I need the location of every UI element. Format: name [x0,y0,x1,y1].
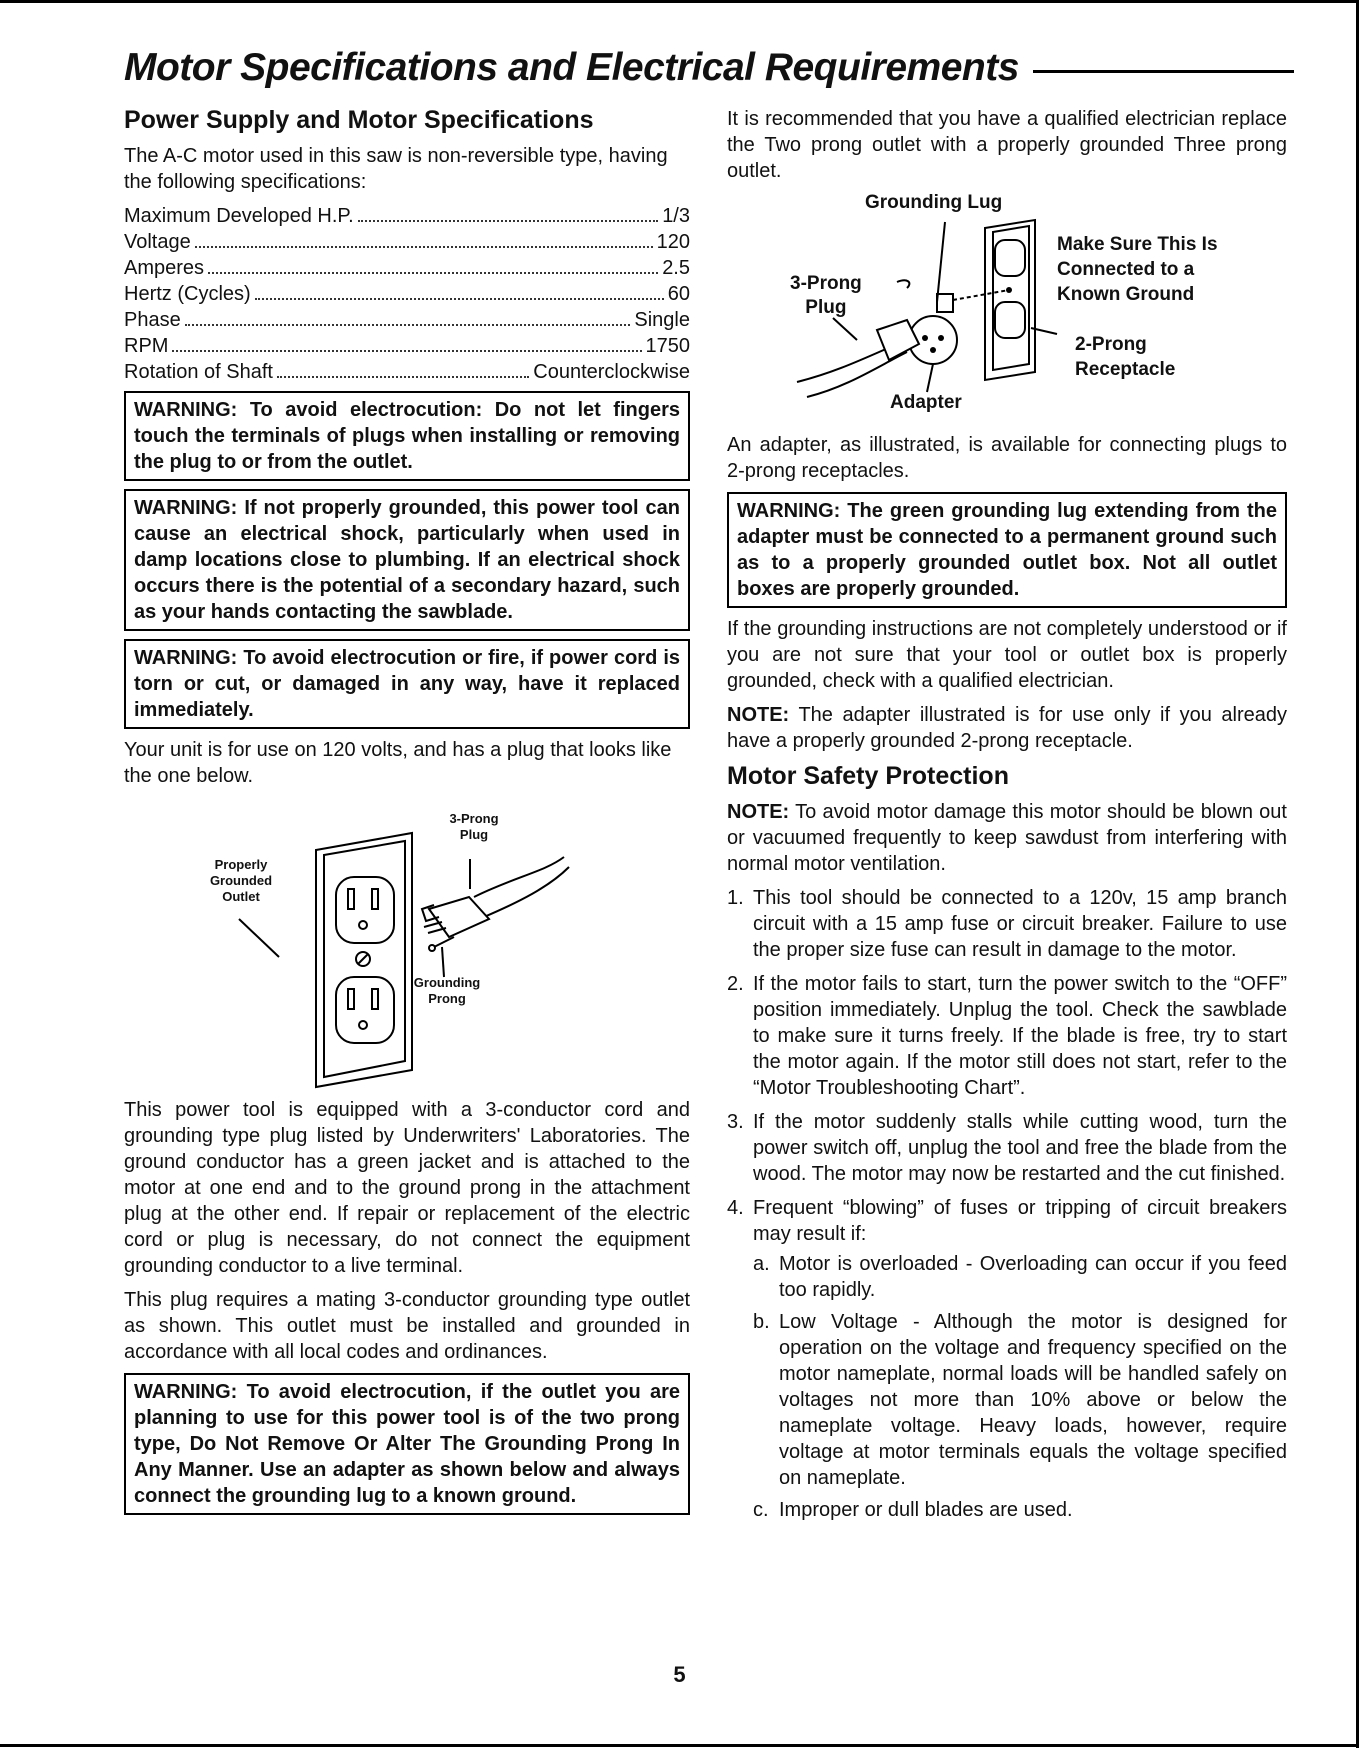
label-line: Grounded [209,872,273,888]
spec-leader [185,324,631,326]
page-border-bottom [0,1744,1359,1747]
three-prong-plug-illustration [422,857,569,951]
substep-letter: c. [753,1498,769,1521]
page-border-top [0,0,1359,3]
label-line: Properly [214,856,268,872]
outlet-plug-illustration [124,797,690,1097]
spec-leader [208,272,658,274]
safety-steps-list [727,885,1287,1529]
spec-row [124,229,690,255]
label-line: 3-Prong [790,273,862,294]
spec-value: 2.5 [662,256,690,279]
label-2-prong-receptacle [1075,332,1175,382]
substep-text: Motor is overloaded - Overloading can occur if you feed too rapidly. [779,1252,1287,1301]
label-3-prong-plug [449,811,499,843]
leader-outlet [239,919,279,957]
list-item [727,971,1287,1101]
spec-label: Rotation of Shaft [124,360,273,383]
spec-value: 1/3 [662,204,690,227]
title-row [124,40,1294,96]
leader-ground [953,290,1009,300]
label-line: Known Ground [1057,284,1195,305]
outlet-paragraph: This plug requires a mating 3-conductor grounding type outlet as shown. This outlet must be installed and grounded in accordance with all local codes and ordinances. [124,1288,690,1363]
ventilation-note [727,799,1287,877]
label-adapter: Adapter [890,392,962,413]
grounding-paragraph: If the grounding instructions are not completely understood or if you are not sure that your tool or outlet box is properly grounded, check with a qualified electrician. [727,618,1287,692]
spec-row [124,333,690,359]
label-line: Grounding [413,974,481,990]
step-number: 3. [727,1110,744,1133]
label-line: Plug [459,826,489,842]
spec-row [124,281,690,307]
label-grounding-prong [412,975,482,1007]
label-grounding-lug: Grounding Lug [865,192,1003,213]
figure-grounded-outlet [124,797,690,1097]
step-text: This tool should be connected to a 120v, 15 amp branch circuit with a 15 amp fuse or circuit breaker. Failure to use the proper size fuse can result in damage to the motor. [753,886,1287,961]
page-number: 5 [673,1662,686,1687]
outlet-plate-illustration [316,833,412,1087]
leader-prong [442,947,444,977]
spec-list [124,203,690,385]
sub-steps-list [753,1251,1287,1523]
label-line: 2-Prong [1075,334,1147,355]
list-item [727,1109,1287,1187]
list-item [727,1195,1287,1529]
spec-value: 120 [656,230,690,253]
spec-value: Single [634,308,690,331]
section-heading-safety: Motor Safety Protection [727,762,1009,790]
spec-value: 1750 [645,334,690,357]
step-text: Frequent “blowing” of fuses or tripping of circuit breakers may result if: [753,1196,1287,1245]
substep-text: Low Voltage - Although the motor is designed for operation on the voltage and frequency specified on the motor nameplate, normal loads will be handled safely on voltages not more than 10% above or below the nameplate voltage. Heavy loads, however, require voltage at motor terminals equals the voltage specified on nameplate. [779,1310,1287,1489]
intro-paragraph: The A-C motor used in this saw is non-reversible type, having the following specifications: [124,144,668,193]
list-item [753,1309,1287,1491]
spec-row [124,203,690,229]
spec-value: 60 [667,282,690,305]
list-item [727,885,1287,963]
spec-label: Maximum Developed H.P. [124,204,354,227]
adapter-note [727,702,1287,754]
warning-box-grounding: WARNING: If not properly grounded, this power tool can cause an electrical shock, particularly when used in damp locations close to plumbing. If an electrical shock occurs there is the potential of a secondary hazard, such as your hands contacting the sawblade. [124,489,690,631]
warning-box-cord: WARNING: To avoid electrocution or fire, if power cord is torn or cut, or damaged in any way, have it replaced immediately. [124,639,690,729]
spec-leader [277,376,529,378]
title-rule [1033,70,1294,73]
recommend-paragraph: It is recommended that you have a qualified electrician replace the Two prong outlet with a properly grounded Three prong outlet. [727,108,1287,182]
warning-box-grounding-lug: WARNING: The green grounding lug extending from the adapter must be connected to a permanent ground such as to a properly grounded outlet box. Not all outlet boxes are properly grounded. [727,492,1287,608]
note-label: NOTE: [727,704,790,726]
list-item [753,1497,1287,1523]
page-title: Motor Specifications and Electrical Requirements [124,46,1019,89]
step-body [753,1195,1287,1529]
substep-letter: a. [753,1252,770,1275]
note-text: To avoid motor damage this motor should be blown out or vacuumed frequently to keep sawdust from interfering with normal motor ventilation. [727,800,1287,875]
spec-leader [195,246,653,248]
list-item [753,1251,1287,1303]
figure-adapter [727,192,1287,432]
leader-adapter [927,364,933,392]
label-line: Prong [428,990,466,1006]
substep-text: Improper or dull blades are used. [779,1498,1073,1521]
cord-paragraph: This power tool is equipped with a 3-conductor cord and grounding type plug listed by Underwriters' Laboratories. The ground conductor has a green jacket and is attached to the motor at one end and to the ground prong in the attachment plug at the other end. If repair or replacement of the electric cord or plug is necessary, do not connect the equipment grounding conductor to a live terminal. [124,1098,690,1277]
leader-plug [833,318,857,340]
leader-lug [937,222,945,302]
spec-leader [172,350,641,352]
spec-row [124,359,690,385]
spec-leader [255,298,664,300]
adapter-paragraph: An adapter, as illustrated, is available for connecting plugs to 2-prong receptacles. [727,434,1287,482]
plug-intro-paragraph: Your unit is for use on 120 volts, and has a plug that looks like the one below. [124,738,672,787]
spec-label: Voltage [124,230,191,253]
spec-label: RPM [124,334,169,357]
spec-row [124,255,690,281]
adapter-body-illustration [909,294,957,364]
note-label: NOTE: [727,800,790,823]
step-number: 2. [727,972,744,995]
label-known-ground [1057,232,1218,307]
spec-row [124,307,690,333]
left-column [124,106,690,1523]
note-text: The adapter illustrated is for use only if you already have a properly grounded 2-prong receptacle. [727,704,1287,752]
step-number: 4. [727,1196,744,1219]
label-line: Plug [805,297,847,318]
spec-leader [358,220,658,222]
warning-box-fingers: WARNING: To avoid electrocution: Do not let fingers touch the terminals of plugs when installing or removing the plug to or from the outlet. [124,391,690,481]
spec-label: Hertz (Cycles) [124,282,251,305]
label-3-prong-plug [790,272,862,320]
label-line: Connected to a [1057,259,1195,280]
label-line: Make Sure This Is [1057,234,1218,255]
step-text: If the motor fails to start, turn the power switch to the “OFF” position immediately. Unplug the tool. Check the sawblade to make sure it turns freely. If the blade is free, try to start the motor again. If the motor still does not start, refer to the “Motor Troubleshooting Chart”. [753,972,1287,1099]
label-line: 3-Prong [449,810,499,826]
step-text: If the motor suddenly stalls while cutting wood, turn the power switch off, unplug the tool and free the blade from the wood. The motor may now be restarted and the cut finished. [753,1110,1287,1185]
label-grounded-outlet [206,857,276,905]
label-line: Receptacle [1075,359,1176,380]
label-line: Outlet [222,888,260,904]
right-column [727,106,1287,1537]
section-heading-power: Power Supply and Motor Specifications [124,106,594,134]
warning-box-two-prong: WARNING: To avoid electrocution, if the outlet you are planning to use for this power tool is of the two prong type, Do Not Remove Or Alter The Grounding Prong In Any Manner. Use an adapter as shown below and always connect the grounding lug to a known ground. [124,1373,690,1515]
spec-value: Counterclockwise [533,360,690,383]
step-number: 1. [727,886,744,909]
receptacle-plate-illustration [985,220,1035,380]
spec-label: Amperes [124,256,205,279]
substep-letter: b. [753,1310,770,1333]
spec-label: Phase [124,308,181,331]
